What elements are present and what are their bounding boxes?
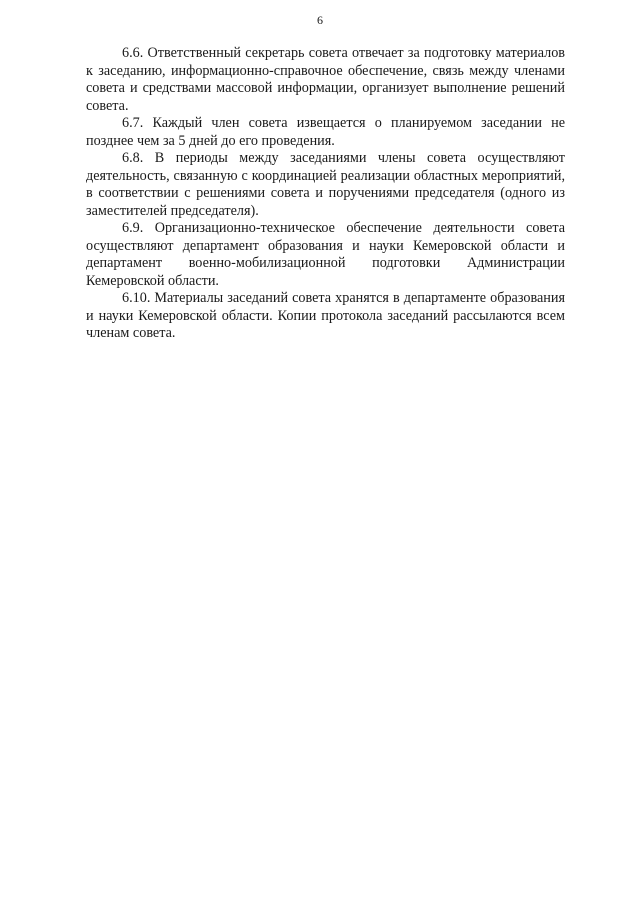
page-number: 6 <box>317 13 323 27</box>
paragraph-6-7: 6.7. Каждый член совета извещается о планируемом заседании не позднее чем за 5 дней до его проведения. <box>86 115 565 149</box>
paragraph-6-9: 6.9. Организационно-техническое обеспечение деятельности совета осуществляют департамент образования и науки Кемеровской области и департамент военно-мобилизационной подготовки Администрации Кемеровской области. <box>86 220 565 289</box>
paragraph-6-8: 6.8. В периоды между заседаниями члены совета осуществляют деятельность, связанную с координацией реализации областных мероприятий, в соответствии с решениями совета и поручениями председателя (одного из заместителей председателя). <box>86 150 565 219</box>
paragraph-6-10: 6.10. Материалы заседаний совета хранятся в департаменте образования и науки Кемеровской области. Копии протокола заседаний рассылаются всем членам совета. <box>86 290 565 341</box>
paragraph-6-6: 6.6. Ответственный секретарь совета отвечает за подготовку материалов к заседанию, информационно-справочное обеспечение, связь между членами совета и средствами массовой информации, организует выполнение решений совета. <box>86 45 565 114</box>
document-body <box>86 45 565 343</box>
